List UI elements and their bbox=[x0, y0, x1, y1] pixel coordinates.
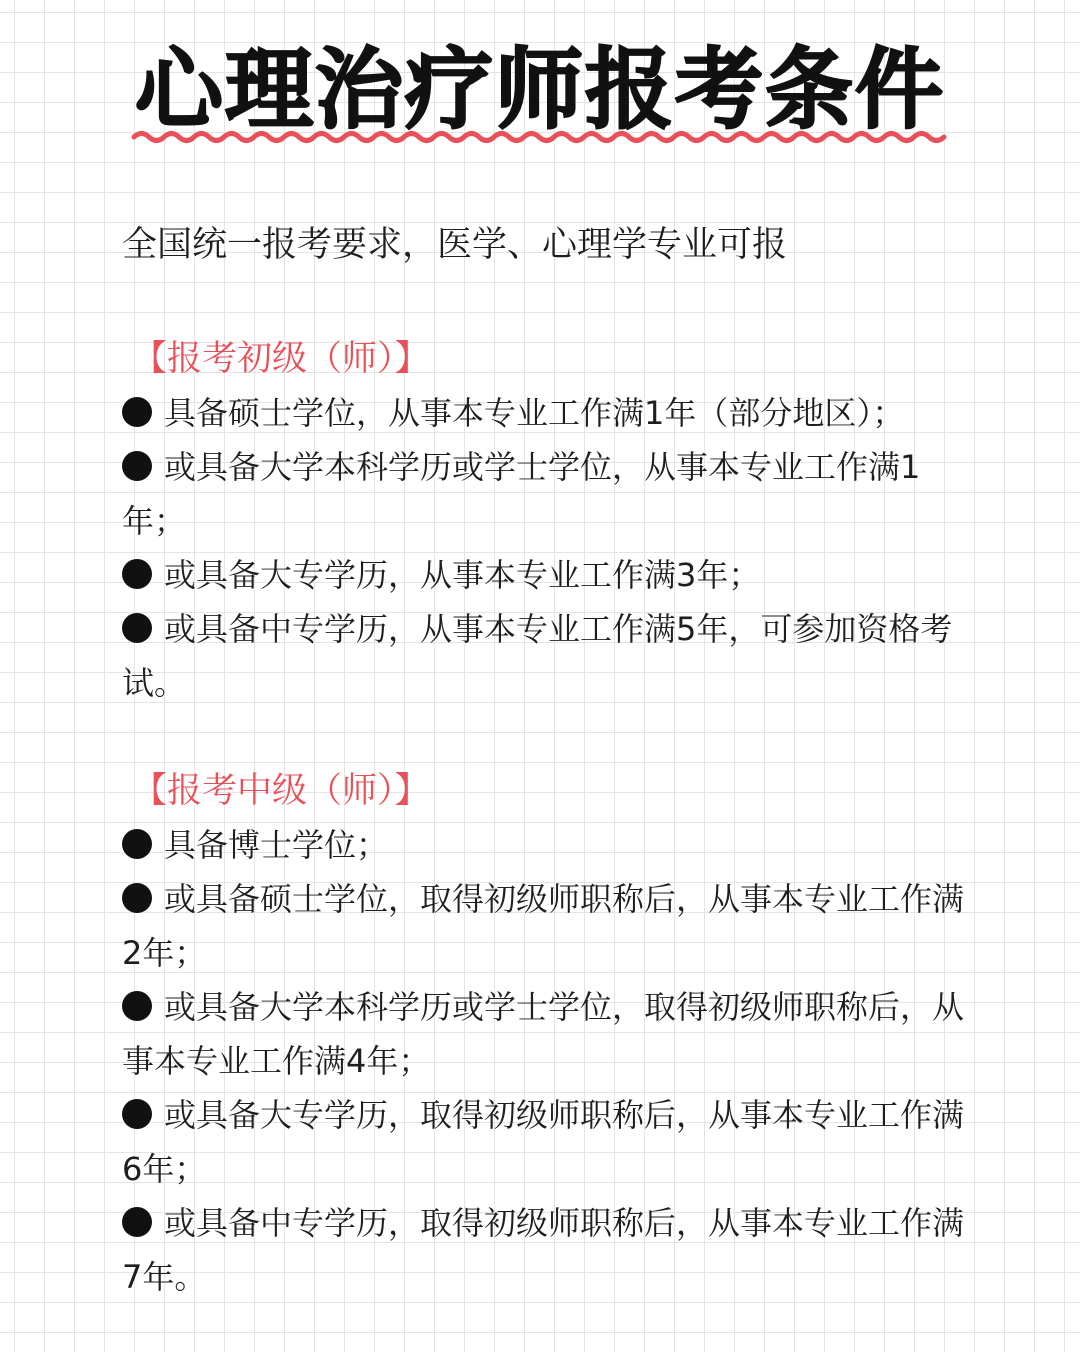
list-item-text: 或具备中专学历，从事本专业工作满5年，可参加资格考试。 bbox=[122, 610, 953, 702]
list-item bbox=[122, 440, 972, 548]
bullet-icon bbox=[122, 1099, 152, 1129]
main-content bbox=[122, 218, 972, 1304]
page-title: 心理治疗师报考条件 bbox=[134, 38, 945, 141]
list-item bbox=[122, 818, 972, 872]
bullet-icon bbox=[122, 1207, 152, 1237]
list-item-text: 或具备大专学历，取得初级师职称后，从事本专业工作满6年； bbox=[122, 1096, 965, 1188]
list-item-text: 具备博士学位； bbox=[164, 826, 389, 864]
list-item bbox=[122, 1196, 972, 1304]
section-intermediate bbox=[122, 764, 972, 1304]
section-heading: 【报考初级（师）】 bbox=[132, 339, 430, 379]
list-item bbox=[122, 548, 972, 602]
list-item bbox=[122, 872, 972, 980]
list-item bbox=[122, 980, 972, 1088]
list-item bbox=[122, 386, 972, 440]
intro-text: 全国统一报考要求，医学、心理学专业可报 bbox=[122, 225, 788, 265]
bullet-icon bbox=[122, 829, 152, 859]
section-junior bbox=[122, 332, 972, 710]
title-block bbox=[0, 36, 1080, 156]
bullet-icon bbox=[122, 991, 152, 1021]
list-item-text: 或具备硕士学位，取得初级师职称后，从事本专业工作满2年； bbox=[122, 880, 965, 972]
list-item bbox=[122, 1088, 972, 1196]
wavy-underline bbox=[130, 124, 970, 150]
list-item bbox=[122, 602, 972, 710]
list-item-text: 或具备大学本科学历或学士学位，取得初级师职称后，从事本专业工作满4年； bbox=[122, 988, 965, 1080]
list-item-text: 具备硕士学位，从事本专业工作满1年（部分地区）； bbox=[164, 394, 905, 432]
list-item-text: 或具备大专学历，从事本专业工作满3年； bbox=[164, 556, 761, 594]
requirements-list bbox=[122, 818, 972, 1304]
requirements-list bbox=[122, 386, 972, 710]
section-heading: 【报考中级（师）】 bbox=[132, 771, 430, 811]
bullet-icon bbox=[122, 397, 152, 427]
bullet-icon bbox=[122, 613, 152, 643]
bullet-icon bbox=[122, 883, 152, 913]
bullet-icon bbox=[122, 451, 152, 481]
list-item-text: 或具备中专学历，取得初级师职称后，从事本专业工作满7年。 bbox=[122, 1204, 965, 1296]
bullet-icon bbox=[122, 559, 152, 589]
list-item-text: 或具备大学本科学历或学士学位，从事本专业工作满1年； bbox=[122, 448, 921, 540]
